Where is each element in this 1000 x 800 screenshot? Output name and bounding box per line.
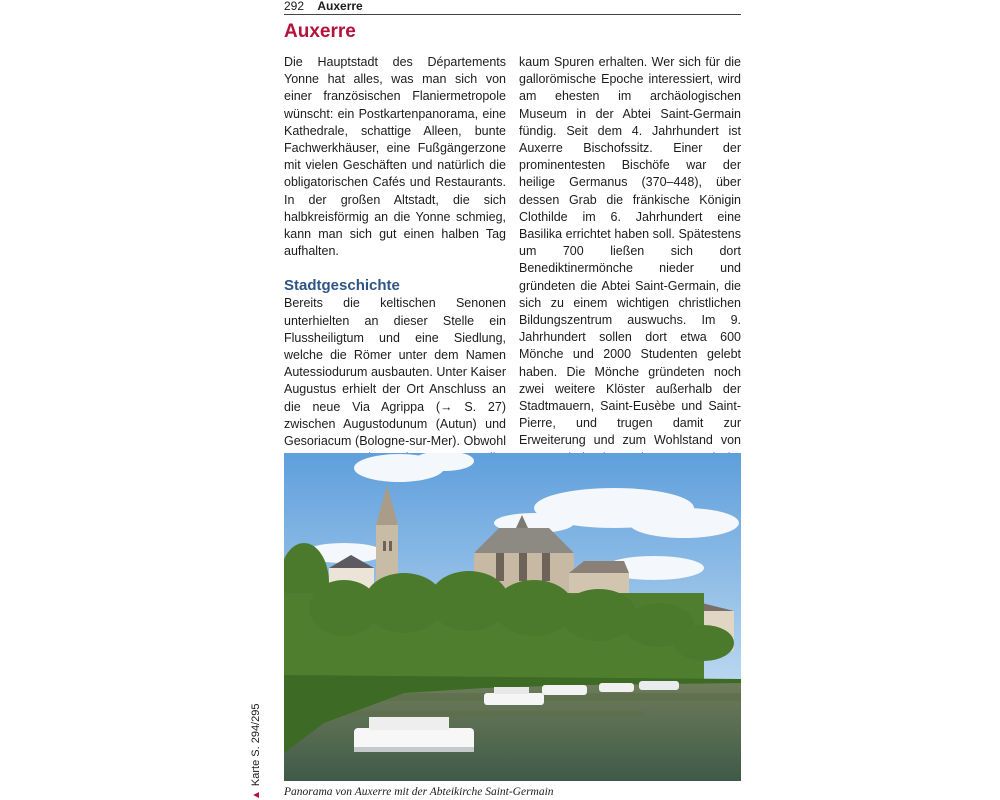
left-column xyxy=(284,54,506,485)
map-reference-text: Karte S. 294/295 xyxy=(250,703,262,787)
intro-paragraph: Die Hauptstadt des Départements Yonne hat alles, was man sich von einer französischen Flaniermetropole wünscht: ein Postkartenpanorama, eine Kathedrale, schattige Alleen, bunte Fachwerkhäuser, eine Fußgängerzone mit vielen Geschäften und natürlich die obligatorischen Cafés und Restaurants. In der großen Altstadt, die sich halbkreisförmig an die Yonne schmieg, kann man sich gut einen halben Tag aufhalten. xyxy=(284,55,506,259)
running-head xyxy=(284,0,741,15)
history-paragraph: Bereits die keltischen Senonen unterhielten an dieser Stelle ein Flussheiligtum und eine Siedlung, welche die Römer unter dem Namen Autessiodurum ausbauten. Unter Kaiser Augustus erhielt der Ort Anschluss an die neue Via Agrippa (→ S. 27) zwischen Augustodunum (Autun) und Gesoriacum (Bologne-sur-Mer). Obwohl xyxy=(284,296,506,449)
map-reference xyxy=(249,690,263,800)
page-number: 292 xyxy=(284,0,305,13)
chapter-title: Auxerre xyxy=(284,21,356,42)
right-column xyxy=(519,54,741,484)
triangle-marker-icon: ▲ xyxy=(251,790,262,800)
continued-paragraph: kaum Spuren erhalten. Wer sich für die gallorömische Epoche interessiert, wird am ehesten im archäologischen Museum in der Abtei Saint-Germain fündig. Seit dem 4. Jahrhundert ist Auxerre Bischofssitz. Einer der prominentesten Bischöfe war der heilige Germanus (370–448), über dessen Grab die fränkische Königin Clothilde im 6. Jahrhundert eine Basilika errichtet haben soll. Spätestens um 700 ließen sich dort Benediktinermönche nieder und gründeten die Abtei Saint-Germain, die sich zu einem wichtigen christlichen Bildungszentrum auswuchs. Im 9. Jahrhundert sollen dort etwa 600 Mönche und 2000 Studenten gelebt haben. Die Mönche gründeten noch zwei weitere Klöster außerhalb der Stadtmauern, Saint-Eusèbe und Saint-Pierre, und trugen damit zur Erweiterung und zum Wohlstand von xyxy=(519,55,741,448)
section-heading: Stadtgeschichte xyxy=(284,277,400,295)
panorama-photo xyxy=(284,453,741,781)
running-title: Auxerre xyxy=(317,0,363,13)
photo-caption: Panorama von Auxerre mit der Abteikirche Saint-Germain xyxy=(284,786,554,798)
